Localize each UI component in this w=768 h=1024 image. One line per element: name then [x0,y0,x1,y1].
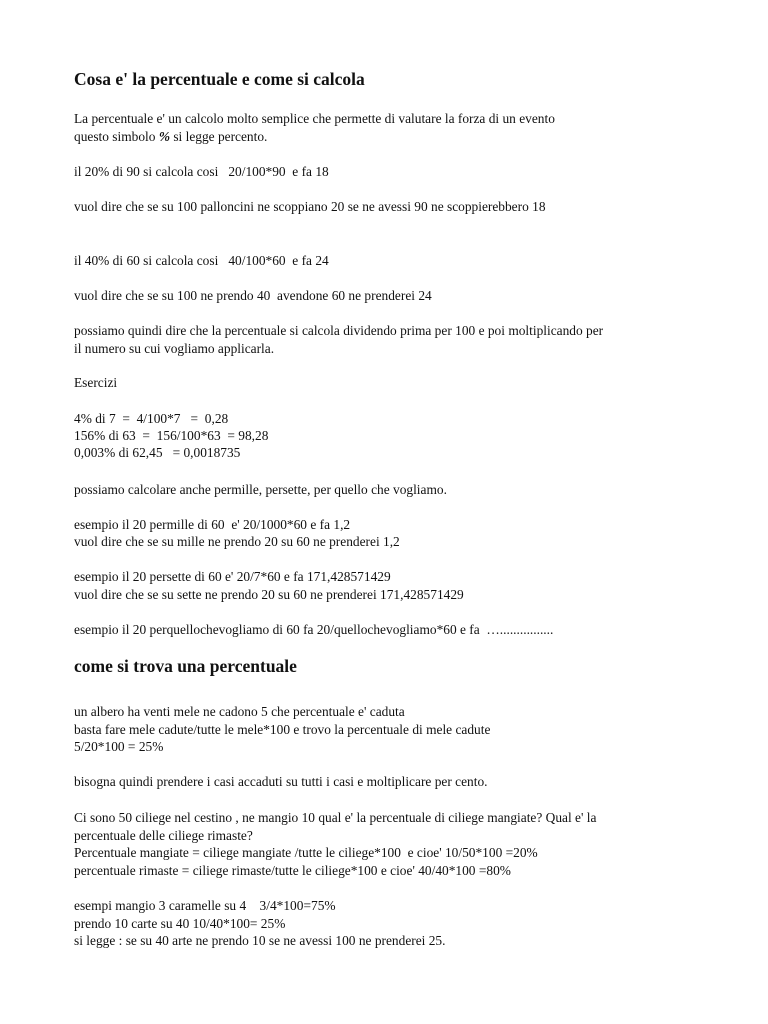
intro-text-line-1: La percentuale e' un calcolo molto semplice che permette di valutare la forza di un evento [74,111,555,126]
persette-example: esempio il 20 persette di 60 e' 20/7*60 e fa 171,428571429 [74,569,391,584]
permille-explanation: vuol dire che se su mille ne prendo 20 su 60 ne prenderei 1,2 [74,534,400,549]
percent-symbol: % [158,129,170,144]
example-2-explanation: vuol dire che se su 100 ne prendo 40 avendone 60 ne prenderei 24 [74,288,432,303]
exercises-label: Esercizi [74,375,118,390]
apple-example-line-1: un albero ha venti mele ne cadono 5 che percentuale e' caduta [74,704,405,719]
apple-example-line-3: 5/20*100 = 25% [74,739,164,754]
exercise-line: 0,003% di 62,45 = 0,0018735 [74,445,241,460]
rule-line-1: possiamo quindi dire che la percentuale si calcola dividendo prima per 100 e poi moltiplicando per [74,323,604,338]
cherry-example-line-1: Ci sono 50 ciliege nel cestino , ne mangio 10 qual e' la percentuale di ciliege mangiate? Qual e' la [74,810,597,825]
cherry-example-line-2: percentuale delle ciliege rimaste? [74,828,253,843]
example-2-calculation: il 40% di 60 si calcola cosi 40/100*60 e fa 24 [74,253,329,268]
cherry-example-line-4: percentuale rimaste = ciliege rimaste/tutte le ciliege*100 e cioe' 40/40*100 =80% [74,863,511,878]
example-1-explanation: vuol dire che se su 100 palloncini ne scoppiano 20 se ne avessi 90 ne scoppierebbero 18 [74,199,546,214]
permille-example: esempio il 20 permille di 60 e' 20/1000*60 e fa 1,2 [74,517,351,532]
exercise-line: 156% di 63 = 156/100*63 = 98,28 [74,428,269,443]
example-1-calculation: il 20% di 90 si calcola cosi 20/100*90 e fa 18 [74,164,329,179]
final-example-line-1: esempi mangio 3 caramelle su 4 3/4*100=75% [74,898,336,913]
method-explanation: bisogna quindi prendere i casi accaduti su tutti i casi e moltiplicare per cento. [74,774,488,789]
intro-text-part-a: questo simbolo [74,129,159,144]
rule-line-2: il numero su cui vogliamo applicarla. [74,341,275,356]
cherry-example-line-3: Percentuale mangiate = ciliege mangiate /tutte le ciliege*100 e cioe' 10/50*100 =20% [74,845,538,860]
intro-text-line-2 [74,128,267,145]
final-example-line-2: prendo 10 carte su 40 10/40*100= 25% [74,916,286,931]
persette-explanation: vuol dire che se su sette ne prendo 20 su 60 ne prenderei 171,428571429 [74,587,464,602]
intro-text-part-b: si legge percento. [169,129,268,144]
permille-intro: possiamo calcolare anche permille, persette, per quello che vogliamo. [74,482,447,497]
perquello-example: esempio il 20 perquellochevogliamo di 60 fa 20/quellochevogliamo*60 e fa …................ [74,622,554,637]
apple-example-line-2: basta fare mele cadute/tutte le mele*100 e trovo la percentuale di mele cadute [74,722,491,737]
final-example-line-3: si legge : se su 40 arte ne prendo 10 se ne avessi 100 ne prenderei 25. [74,933,446,948]
section-title: come si trova una percentuale [74,656,297,676]
exercise-line: 4% di 7 = 4/100*7 = 0,28 [74,411,229,426]
page-title: Cosa e' la percentuale e come si calcola [74,69,365,89]
